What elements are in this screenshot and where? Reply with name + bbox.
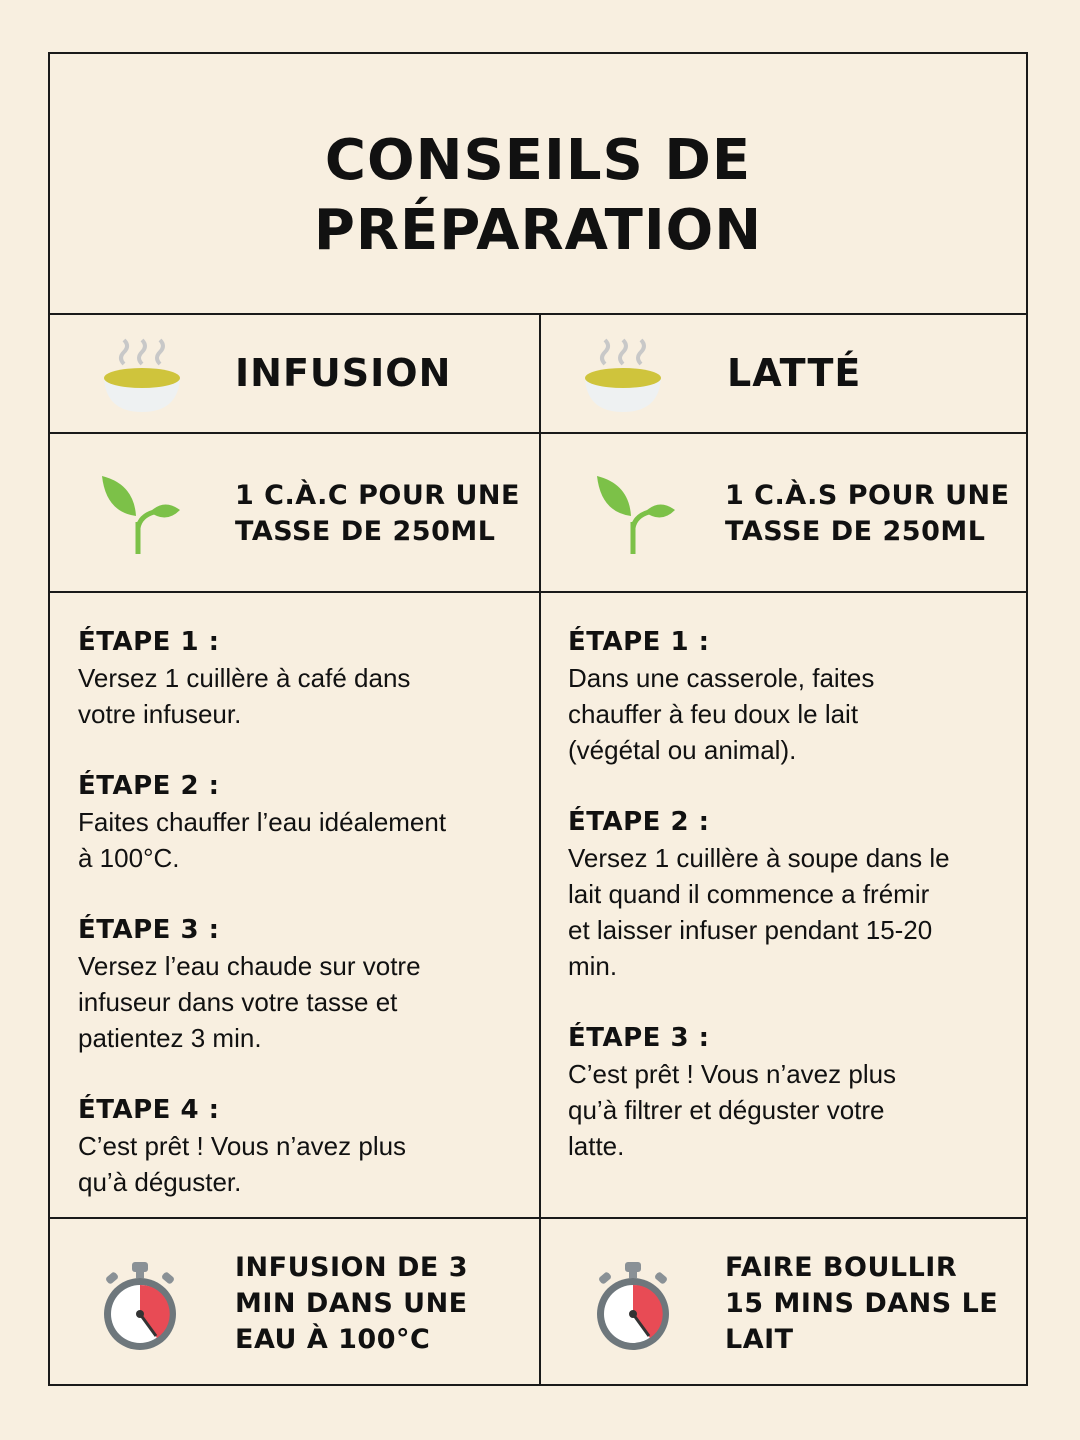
timer-line: INFUSION DE 3: [235, 1252, 468, 1283]
dosage-latte: [725, 478, 1010, 550]
column-infusion: [50, 54, 540, 1384]
step-text: Versez l’eau chaude sur votre infuseur dans votre tasse et patientez 3 min.: [78, 951, 421, 1053]
step-item: [78, 1092, 528, 1200]
step-title: ÉTAPE 1 :: [568, 627, 710, 657]
step-title: ÉTAPE 4 :: [78, 1095, 220, 1125]
soup-bowl-icon: [100, 336, 184, 416]
title-line-1: CONSEILS DE: [324, 128, 752, 193]
step-title: ÉTAPE 1 :: [78, 627, 220, 657]
stopwatch-icon: [100, 1260, 180, 1352]
step-text: C’est prêt ! Vous n’avez plus qu’à filtrer et déguster votre latte.: [568, 1059, 897, 1161]
step-text: Versez 1 cuillère à soupe dans le lait quand il commence a frémir et laisser infuser pendant 15-20 min.: [568, 843, 950, 981]
step-title: ÉTAPE 3 :: [568, 1023, 710, 1053]
dosage-line: TASSE DE 250ML: [725, 516, 986, 547]
preparation-card: [48, 52, 1028, 1386]
title-line-2: PRÉPARATION: [313, 198, 763, 263]
step-item: [78, 624, 528, 732]
step-title: ÉTAPE 3 :: [78, 915, 220, 945]
timer-line: 15 MINS DANS LE: [725, 1288, 999, 1319]
dosage-line: TASSE DE 250ML: [235, 516, 496, 547]
timer-latte: [725, 1250, 998, 1358]
step-item: [78, 768, 528, 876]
step-text: Versez 1 cuillère à café dans votre infuseur.: [78, 663, 411, 729]
step-title: ÉTAPE 2 :: [78, 771, 220, 801]
step-item: [568, 804, 1020, 984]
timer-line: LAIT: [725, 1324, 794, 1355]
column-latte: [541, 54, 1028, 1384]
seedling-icon: [98, 472, 182, 556]
dosage-line: 1 C.À.C POUR UNE: [235, 480, 520, 511]
dosage-infusion: [235, 478, 520, 550]
timer-line: FAIRE BOULLIR: [725, 1252, 958, 1283]
heading-infusion: INFUSION: [235, 351, 452, 395]
steps-latte: [568, 624, 1020, 1200]
step-item: [78, 912, 528, 1056]
heading-latte: LATTÉ: [727, 351, 862, 395]
stopwatch-icon: [593, 1260, 673, 1352]
step-item: [568, 624, 1020, 768]
step-text: Faites chauffer l’eau idéalement à 100°C.: [78, 807, 447, 873]
step-title: ÉTAPE 2 :: [568, 807, 710, 837]
step-item: [568, 1020, 1020, 1164]
timer-line: MIN DANS UNE: [235, 1288, 468, 1319]
soup-bowl-icon: [581, 336, 665, 416]
dosage-line: 1 C.À.S POUR UNE: [725, 480, 1010, 511]
step-text: Dans une casserole, faites chauffer à feu doux le lait (végétal ou animal).: [568, 663, 875, 765]
timer-line: EAU À 100°C: [235, 1324, 431, 1355]
step-text: C’est prêt ! Vous n’avez plus qu’à déguster.: [78, 1131, 407, 1197]
steps-infusion: [78, 624, 528, 1236]
timer-infusion: [235, 1250, 468, 1358]
seedling-icon: [593, 472, 677, 556]
